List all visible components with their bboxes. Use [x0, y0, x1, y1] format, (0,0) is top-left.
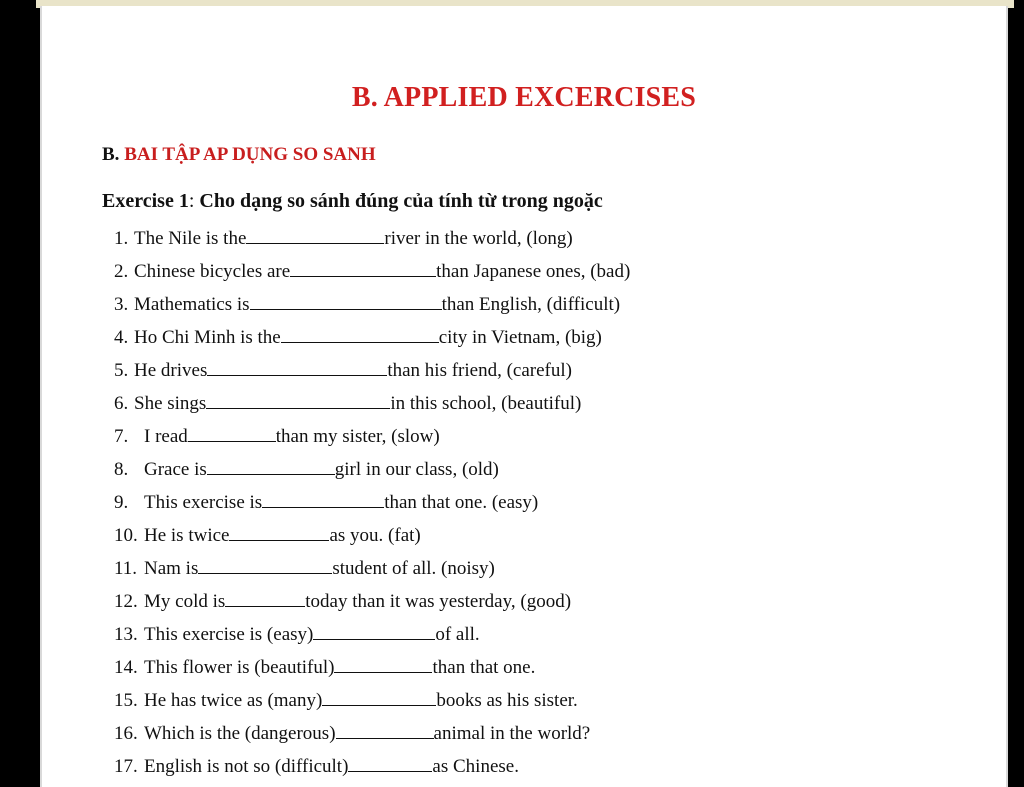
exercise-colon: :: [188, 190, 200, 212]
item-text-before: Grace is: [144, 459, 207, 480]
item-text-before: He has twice as (many): [144, 690, 323, 711]
item-number: 5.: [114, 360, 129, 381]
list-item: [114, 222, 630, 255]
item-text-after: books as his sister.: [436, 690, 578, 711]
document-page: [40, 6, 1008, 787]
item-number: 1.: [114, 228, 129, 249]
exercise-heading: [102, 190, 603, 213]
item-number: 12.: [114, 591, 138, 612]
item-number: 13.: [114, 624, 138, 645]
answer-blank[interactable]: [313, 619, 435, 640]
item-text-after: animal in the world?: [433, 723, 591, 744]
exercise-list: [114, 222, 630, 783]
item-text-after: student of all. (noisy): [332, 558, 495, 579]
item-number: 6.: [114, 393, 129, 414]
answer-blank[interactable]: [322, 685, 436, 706]
list-item: [114, 486, 630, 519]
item-text-before: Nam is: [144, 558, 199, 579]
list-item: [114, 519, 630, 552]
answer-blank[interactable]: [290, 256, 436, 277]
list-item: [114, 288, 630, 321]
item-number: 15.: [114, 690, 138, 711]
item-text-after: city in Vietnam, (big): [438, 327, 602, 348]
item-text-after: in this school, (beautiful): [390, 393, 582, 414]
item-text-after: of all.: [435, 624, 480, 645]
answer-blank[interactable]: [281, 322, 439, 343]
item-number: 10.: [114, 525, 138, 546]
list-item: [114, 321, 630, 354]
item-text-before: She sings: [134, 393, 207, 414]
answer-blank[interactable]: [348, 751, 432, 772]
item-text-before: Mathematics is: [134, 294, 250, 315]
answer-blank[interactable]: [207, 355, 387, 376]
item-number: 2.: [114, 261, 129, 282]
answer-blank[interactable]: [198, 553, 332, 574]
item-number: 14.: [114, 657, 138, 678]
item-number: 11.: [114, 558, 138, 579]
list-item: [114, 354, 630, 387]
exercise-instruction: Cho dạng so sánh đúng của tính từ trong ngoặc: [199, 190, 603, 212]
exercise-label: Exercise 1: [102, 190, 189, 212]
item-number: 7.: [114, 426, 129, 447]
item-text-after: girl in our class, (old): [334, 459, 499, 480]
list-item: [114, 387, 630, 420]
answer-blank[interactable]: [188, 421, 276, 442]
item-number: 16.: [114, 723, 138, 744]
answer-blank[interactable]: [336, 718, 434, 739]
list-item: [114, 552, 630, 585]
list-item: [114, 420, 630, 453]
answer-blank[interactable]: [207, 454, 335, 475]
item-number: 9.: [114, 492, 129, 513]
item-text-before: My cold is: [144, 591, 226, 612]
item-text-before: He drives: [134, 360, 208, 381]
item-text-before: This exercise is: [144, 492, 263, 513]
list-item: [114, 750, 630, 783]
answer-blank[interactable]: [246, 223, 384, 244]
item-number: 17.: [114, 756, 138, 777]
item-number: 3.: [114, 294, 129, 315]
subtitle-text: BAI TẬP AP DỤNG SO SANH: [124, 144, 376, 165]
item-text-after: than English, (difficult): [441, 294, 621, 315]
section-subtitle: [102, 144, 376, 166]
list-item: [114, 684, 630, 717]
item-text-before: I read: [144, 426, 188, 447]
answer-blank[interactable]: [334, 652, 432, 673]
item-text-after: than his friend, (careful): [387, 360, 572, 381]
item-text-before: He is twice: [144, 525, 230, 546]
item-text-after: as you. (fat): [329, 525, 421, 546]
item-text-before: English is not so (difficult): [144, 756, 349, 777]
item-text-before: This flower is (beautiful): [144, 657, 335, 678]
item-text-before: This exercise is (easy): [144, 624, 314, 645]
list-item: [114, 717, 630, 750]
list-item: [114, 453, 630, 486]
item-text-after: today than it was yesterday, (good): [305, 591, 572, 612]
list-item: [114, 255, 630, 288]
answer-blank[interactable]: [229, 520, 329, 541]
list-item: [114, 618, 630, 651]
item-text-after: than that one.: [432, 657, 536, 678]
list-item: [114, 585, 630, 618]
answer-blank[interactable]: [225, 586, 305, 607]
item-text-after: river in the world, (long): [384, 228, 573, 249]
item-text-after: than that one. (easy): [384, 492, 539, 513]
item-text-after: as Chinese.: [432, 756, 519, 777]
item-text-before: Which is the (dangerous): [144, 723, 336, 744]
item-text-before: Chinese bicycles are: [134, 261, 291, 282]
list-item: [114, 651, 630, 684]
page-title: B. APPLIED EXCERCISES: [351, 82, 697, 113]
answer-blank[interactable]: [206, 388, 390, 409]
item-text-before: Ho Chi Minh is the: [134, 327, 281, 348]
item-text-after: than my sister, (slow): [275, 426, 440, 447]
item-text-before: The Nile is the: [134, 228, 247, 249]
answer-blank[interactable]: [262, 487, 384, 508]
item-number: 8.: [114, 459, 129, 480]
item-number: 4.: [114, 327, 129, 348]
item-text-after: than Japanese ones, (bad): [436, 261, 631, 282]
answer-blank[interactable]: [250, 289, 442, 310]
subtitle-prefix: B.: [102, 144, 125, 165]
